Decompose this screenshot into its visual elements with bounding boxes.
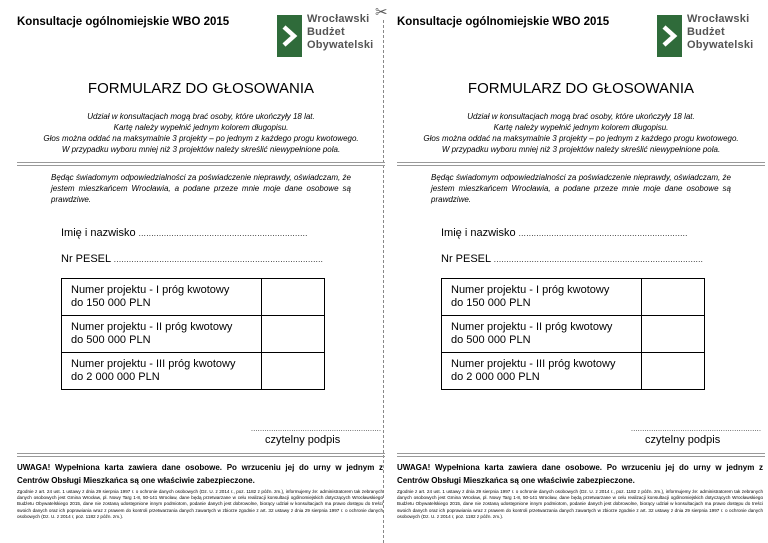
project-row-tier-3 <box>62 353 324 389</box>
form-title: FORMULARZ DO GŁOSOWANIA <box>87 80 315 97</box>
pesel-field[interactable] <box>61 253 323 265</box>
divider <box>397 453 765 457</box>
pesel-input-line[interactable]: ................................................................................... <box>113 255 324 264</box>
pesel-field[interactable] <box>441 253 703 265</box>
project-label: Numer projektu - I próg kwotowy do 150 000 PLN <box>451 284 610 309</box>
logo-mark-icon <box>657 15 682 57</box>
legal-notice: Zgodnie z art. 24 ust. 1 ustawy z dnia 29 sierpnia 1997 r. o ochronie danych osobowych (Dz. U. z 2014 r., poz. 1182 z późn. zm.), informujemy że: administratorem tak zebranych danych osobowych jest Gmina Wrocław, pl. Nowy Targ 1-8, 50-141 Wrocław, dane będą przetwarzane w celu realizacji konsultacji ogólnomiejskich dotyczących Wrocławskiego Budżetu Obywatelskiego 2015, dane nie zostaną udostępnione innym podmiotom, podanie danych jest dobrowolne, biorący udział w konsultacjach ma prawo dostępu do treści swoich danych oraz ich poprawiania wraz z prawem do kontroli przetwarzania danych zawartych w zbiorze zgodnie z art. 32 ustawy z dnia 29 sierpnia 1997 r. o ochronie danych osobowych (Dz. U. z 2014 r, poz. 1182 z późn. zm.). <box>397 489 763 519</box>
name-input-line[interactable]: ................................................................... <box>518 229 688 238</box>
projects-table <box>441 278 705 390</box>
project-number-field[interactable] <box>641 279 704 315</box>
scissors-icon: ✂ <box>375 4 388 21</box>
signature-label: czytelny podpis <box>265 434 341 446</box>
name-label: Imię i nazwisko <box>61 227 136 239</box>
project-number-field[interactable] <box>641 316 704 352</box>
form-title: FORMULARZ DO GŁOSOWANIA <box>467 80 695 97</box>
name-field[interactable] <box>61 227 308 239</box>
project-row-tier-2 <box>442 316 704 353</box>
project-label: Numer projektu - III próg kwotowy do 2 000 000 PLN <box>451 358 616 383</box>
name-label: Imię i nazwisko <box>441 227 516 239</box>
voting-form-right <box>397 0 765 543</box>
wbo-logo <box>657 12 767 62</box>
legal-notice: Zgodnie z art. 24 ust. 1 ustawy z dnia 29 sierpnia 1997 r. o ochronie danych osobowych (Dz. U. z 2014 r., poz. 1182 z późn. zm.), informujemy że: administratorem tak zebranych danych osobowych jest Gmina Wrocław, pl. Nowy Targ 1-8, 50-141 Wrocław, dane będą przetwarzane w celu realizacji konsultacji ogólnomiejskich dotyczących Wrocławskiego Budżetu Obywatelskiego 2015, dane nie zostaną udostępnione innym podmiotom, podanie danych jest dobrowolne, biorący udział w konsultacjach ma prawo dostępu do treści swoich danych oraz ich poprawiania wraz z prawem do kontroli przetwarzania danych zawartych w zbiorze zgodnie z art. 32 ustawy z dnia 29 sierpnia 1997 r. o ochronie danych osobowych (Dz. U. z 2014 r, poz. 1182 z późn. zm.). <box>17 489 383 519</box>
pesel-label: Nr PESEL <box>441 253 491 265</box>
logo-text: Wrocławski Budżet Obywatelski <box>307 13 374 51</box>
divider <box>17 453 385 457</box>
signature-label: czytelny podpis <box>645 434 721 446</box>
logo-text: Wrocławski Budżet Obywatelski <box>687 13 754 51</box>
project-label: Numer projektu - II próg kwotowy do 500 000 PLN <box>71 321 233 346</box>
project-label: Numer projektu - III próg kwotowy do 2 000 000 PLN <box>71 358 236 383</box>
projects-table <box>61 278 325 390</box>
warning-text: UWAGA! Wypełniona karta zawiera dane osobowe. Po wrzuceniu jej do urny w jednym z Centrów Obsługi Mieszkańca są one właściwie zabezpieczone. <box>17 463 383 485</box>
project-label: Numer projektu - I próg kwotowy do 150 000 PLN <box>71 284 230 309</box>
project-number-field[interactable] <box>261 279 324 315</box>
project-row-tier-1 <box>62 279 324 316</box>
project-row-tier-1 <box>442 279 704 316</box>
signature-line[interactable]: .......................................................... <box>631 426 762 433</box>
project-number-field[interactable] <box>261 316 324 352</box>
wbo-logo <box>277 12 387 62</box>
project-label: Numer projektu - II próg kwotowy do 500 000 PLN <box>451 321 613 346</box>
voting-form-left <box>17 0 385 543</box>
divider <box>17 162 385 166</box>
name-field[interactable] <box>441 227 688 239</box>
form-header: Konsultacje ogólnomiejskie WBO 2015 <box>17 16 230 28</box>
signature-line[interactable]: .......................................................... <box>251 426 382 433</box>
project-number-field[interactable] <box>641 353 704 389</box>
declaration-text: Będąc świadomym odpowiedzialności za poświadczenie nieprawdy, oświadczam, że jestem mieszkańcem Wrocławia, a podane przeze mnie moje dane osobowe są prawdziwe. <box>51 173 351 204</box>
form-instructions: Udział w konsultacjach mogą brać osoby, które ukończyły 18 lat. Kartę należy wypełnić jednym kolorem długopisu. Głos można oddać na maksymalnie 3 projekty – po jednym z każdego progu kwotowego. W przypadku wyboru mniej niż 3 projektów należy skreślić niewypełnione pola. <box>43 112 359 154</box>
project-row-tier-3 <box>442 353 704 389</box>
project-number-field[interactable] <box>261 353 324 389</box>
logo-mark-icon <box>277 15 302 57</box>
declaration-text: Będąc świadomym odpowiedzialności za poświadczenie nieprawdy, oświadczam, że jestem mieszkańcem Wrocławia, a podane przeze mnie moje dane osobowe są prawdziwe. <box>431 173 731 204</box>
form-header: Konsultacje ogólnomiejskie WBO 2015 <box>397 16 610 28</box>
pesel-input-line[interactable]: ................................................................................... <box>493 255 704 264</box>
warning-text: UWAGA! Wypełniona karta zawiera dane osobowe. Po wrzuceniu jej do urny w jednym z Centrów Obsługi Mieszkańca są one właściwie zabezpieczone. <box>397 463 763 485</box>
divider <box>397 162 765 166</box>
form-instructions: Udział w konsultacjach mogą brać osoby, które ukończyły 18 lat. Kartę należy wypełnić jednym kolorem długopisu. Głos można oddać na maksymalnie 3 projekty – po jednym z każdego progu kwotowego. W przypadku wyboru mniej niż 3 projektów należy skreślić niewypełnione pola. <box>423 112 739 154</box>
name-input-line[interactable]: ................................................................... <box>138 229 308 238</box>
pesel-label: Nr PESEL <box>61 253 111 265</box>
project-row-tier-2 <box>62 316 324 353</box>
